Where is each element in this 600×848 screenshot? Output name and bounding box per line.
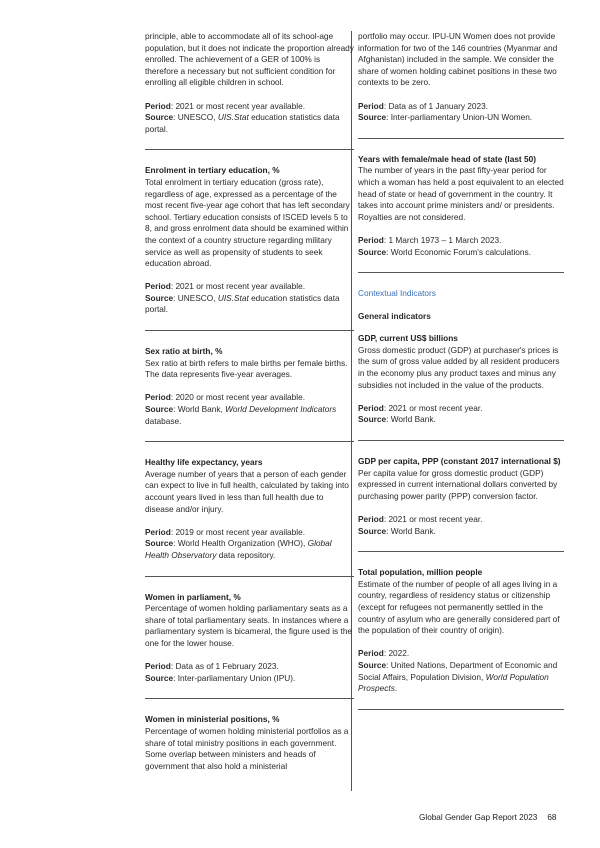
entry-period: Period: 2020 or most recent year available. [145,392,306,403]
entry-description: Total enrolment in tertiary education (gross rate), regardless of age, expressed as a percentage of the most recent five-year age cohort that has left secondary school. Tertiary education consists of ISCED levels 5 to 8, and gross enrolment data should be examined within the context of a country structure regarding military service as well as propensity of students to seek education abroad. [145,176,350,269]
entry-period: Period: 2022. [358,648,410,659]
page-footer [419,813,556,822]
entry-description: principle, able to accommodate all of its school-age population, but it does not indicate the proportion already enrolled. The achievement of a GER of 100% is therefore a necessary but not sufficient condition for enrolling all eligible children in school. [145,31,354,88]
entry-period: Period: 1 March 1973 – 1 March 2023. [358,234,502,245]
entry-source: Source: Inter-parliamentary Union (IPU). [145,672,296,683]
entry-healthy-life-expectancy [145,457,354,561]
entry-women-in-ministerial-positions [145,714,354,772]
entry-title: Healthy life expectancy, years [145,457,263,468]
entry-total-population [358,567,564,695]
entry-title: Years with female/male head of state (last 50) [358,153,536,164]
entry-tertiary-enrolment [145,165,354,316]
report-title: Global Gender Gap Report 2023 [419,813,538,822]
entry-source: Source: United Nations, Department of Economic and Social Affairs, Population Division, World Population Prospects. [358,659,558,694]
entry-period: Period: 2019 or most recent year available. [145,526,306,537]
entry-title: Sex ratio at birth, % [145,346,223,357]
entry-title: Women in parliament, % [145,591,241,602]
entry-title: GDP, current US$ billions [358,333,458,344]
entry-period: Period: 2021 or most recent year. [358,402,483,413]
entry-description: Gross domestic product (GDP) at purchaser's prices is the sum of gross value added by all resident producers in the economy plus any product taxes and minus any subsidies not included in the value of the products. [358,344,560,390]
entry-title: Women in ministerial positions, % [145,714,280,725]
entry-gdp-per-capita [358,456,564,537]
entry-sex-ratio [145,346,354,427]
page-number: 68 [547,813,557,822]
entry-period: Period: 2021 or most recent year. [358,514,483,524]
left-column [145,31,354,772]
divider [145,441,354,442]
entry-gdp [358,333,564,426]
general-indicators-heading: General indicators [358,310,431,321]
entry-ministerial-continued [358,31,564,124]
divider [358,272,564,273]
divider [145,576,354,577]
divider [145,698,354,699]
entry-source: Source: World Bank. [358,414,436,425]
entry-period: Period: Data as of 1 February 2023. [145,661,279,672]
entry-source: Source: UNESCO, UIS.Stat education statistics data portal. [145,112,340,134]
entry-description: The number of years in the past fifty-year period for which a woman has held a post equivalent to an elected head of state or head of government in the country. It takes into account prime ministers and/ or presidents. Royalties are not considered. [358,165,564,222]
divider [358,551,564,552]
entry-title: Total population, million people [358,567,483,578]
divider [358,138,564,139]
divider [145,330,354,331]
entry-description: Per capita value for gross domestic product (GDP) expressed in current international dollars converted by purchasing power parity (PPP) conversion factor. [358,467,558,501]
entry-source: Source: World Bank, World Development Indicators database. [145,404,337,426]
entry-description: portfolio may occur. IPU-UN Women does not provide information for two of the 146 countries (Myanmar and Afghanistan) included in the sample. We consider the share of women holding cabinet positions in these two contexts to be zero. [358,31,558,88]
entry-description: Estimate of the number of people of all ages living in a country, regardless of residency status or citizenship (except for refugees not permanently settled in the country of asylum who are generally considered part of the population of their country of origin). [358,578,560,636]
entry-source: Source: World Economic Forum's calculations. [358,246,531,257]
entry-head-of-state [358,154,564,258]
entry-description: Percentage of women holding ministerial portfolios as a share of total ministry positions in each government. Some overlap between ministers and heads of government that also hold a ministerial [145,725,349,771]
divider [358,709,564,710]
divider [145,149,354,150]
entry-title: Enrolment in tertiary education, % [145,165,280,176]
entry-description: Average number of years that a person of each gender can expect to live in full health, calculated by taking into account years lived in less than full health due to disease and/or injury. [145,468,349,514]
entry-period: Period: 2021 or most recent year available. [145,281,306,292]
entry-title: GDP per capita, PPP (constant 2017 international $) [358,456,561,467]
divider [358,440,564,441]
entry-source: Source: Inter-parliamentary Union-UN Women. [358,112,533,123]
entry-period: Period: 2021 or most recent year available. [145,100,306,111]
entry-source: Source: UNESCO, UIS.Stat education statistics data portal. [145,292,340,315]
entry-description: Sex ratio at birth refers to male births per female births. The data represents five-year averages. [145,357,348,380]
right-column [358,31,564,725]
entry-women-in-parliament [145,592,354,685]
contextual-indicators-heading: Contextual Indicators [358,288,436,299]
entry-source: Source: World Bank. [358,525,436,536]
entry-gross-enrolment-continued [145,31,354,135]
entry-description: Percentage of women holding parliamentary seats as a share of total parliamentary seats. In instances where a parliamentary system is bicameral, the figure used is the one for the lower house. [145,603,353,648]
entry-period: Period: Data as of 1 January 2023. [358,100,489,111]
entry-source: Source: World Health Organization (WHO), Global Health Observatory data repository. [145,538,332,560]
